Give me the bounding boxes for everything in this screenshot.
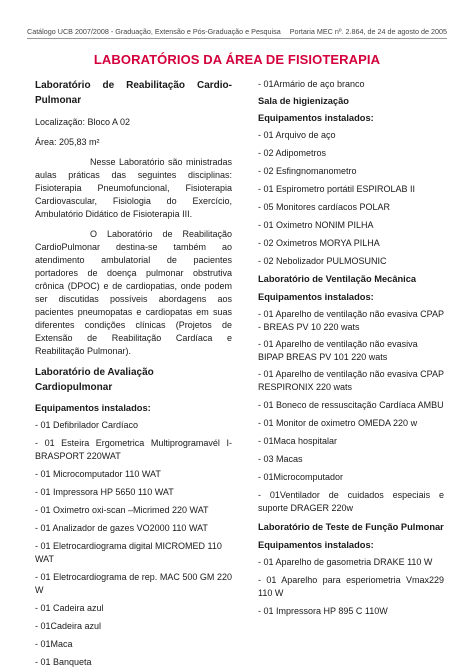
equipment-list: [35, 419, 232, 669]
list-item: - 01 Analizador de gazes VO2000 110 WAT: [35, 523, 208, 533]
list-item: - 01 Eletrocardiograma digital MICROMED 110 WAT: [35, 541, 222, 564]
list-item: - 01 Defibrilador Cardíaco: [35, 420, 139, 430]
ventilation-equipment-list: [258, 308, 444, 515]
list-item: - 01Maca hospitalar: [258, 436, 338, 446]
list-item: - 01 Eletrocardiograma de rep. MAC 500 GM 220 W: [35, 572, 232, 595]
list-item: - 01 Impressora HP 895 C 110W: [258, 606, 388, 616]
lab-ventilacao-title: Laboratório de Ventilação Mecânica: [258, 274, 417, 284]
lab-location: Localização: Bloco A 02: [35, 117, 131, 127]
list-item: - 01 Aparelho para esperiometria Vmax229 110 W: [258, 575, 444, 598]
equipment-heading: Equipamentos instalados:: [258, 292, 374, 302]
list-item: - 03 Macas: [258, 454, 303, 464]
list-item: - 01 Aparelho de ventilação não evasiva CPAP RESPIRONIX 220 wats: [258, 369, 444, 392]
list-item: - 01 Oximetro oxi-scan –Micrimed 220 WAT: [35, 505, 209, 515]
lab-service-paragraph: O Laboratório de Reabilitação CardioPulmonar destina-se também ao atendimento ambulatorial de pacientes portadores de doença pulmonar obstrutiva crônica (DPOC) e de cardiopatias, onde podem ser discutidas possíveis abordagens aos pacientes pneumopatas e cardiopatas em suas diferentes condições clínicas (Projetos de Extensão de Reabilitação Cardíaca e Reabilitação Pulmonar).: [35, 229, 232, 356]
list-item: - 01 Impressora HP 5650 110 WAT: [35, 487, 174, 497]
list-item: - 01 Boneco de ressuscitação Cardíaca AMBU: [258, 400, 444, 410]
equipment-heading: Equipamentos instalados:: [35, 403, 151, 413]
list-item: - 01Ventilador de cuidados especiais e suporte DRAGER 220w: [258, 490, 444, 513]
hygiene-room-title: Sala de higienização: [258, 96, 349, 106]
lab-description-paragraph: Nesse Laboratório são ministradas aulas práticas das seguintes disciplinas: Fisioterapia Pneumofuncional, Fisioterapia Cardiovascular, Fisiologia do Exercício, Ambulatório Didático de Fisioterapia III.: [35, 157, 232, 219]
list-item: - 01 Banqueta: [35, 657, 92, 667]
list-item: - 02 Esfingnomanometro: [258, 166, 357, 176]
header-divider: [27, 38, 447, 39]
list-item: - 01 Monitor de oximetro OMEDA 220 w: [258, 418, 418, 428]
list-item: - 05 Monitores cardíacos POLAR: [258, 202, 391, 212]
left-column: [35, 78, 232, 669]
lab-funcao-pulmonar-title: Laboratório de Teste de Função Pulmonar: [258, 522, 444, 532]
list-item: - 01Maca: [35, 639, 73, 649]
list-item: - 01 Microcomputador 110 WAT: [35, 469, 161, 479]
pulmonary-test-equipment-list: [258, 556, 444, 618]
page-title: LABORATÓRIOS DA ÁREA DE FISIOTERAPIA: [93, 52, 381, 67]
hygiene-equipment-list: [258, 129, 444, 268]
list-item: - 02 Oximetros MORYA PILHA: [258, 238, 380, 248]
list-item: - 02 Adipometros: [258, 148, 327, 158]
list-item: - 01Armário de aço branco: [258, 79, 365, 89]
list-item: - 01 Arquivo de aço: [258, 130, 336, 140]
list-item: - 01 Aparelho de ventilação não evasiva BIPAP BREAS PV 101 220 wats: [258, 339, 418, 362]
list-item: - 02 Nebolizador PULMOSUNIC: [258, 256, 387, 266]
list-item: - 01 Espirometro portátil ESPIROLAB II: [258, 184, 416, 194]
equipment-heading: Equipamentos instalados:: [258, 540, 374, 550]
list-item: - 01 Aparelho de gasometria DRAKE 110 W: [258, 557, 433, 567]
lab-avaliacao-title: Laboratório de Avaliação Cardiopulmonar: [35, 367, 154, 393]
list-item: - 01Cadeira azul: [35, 621, 102, 631]
header-portaria-text: Portaria MEC nº. 2.864, de 24 de agosto de 2005: [289, 27, 447, 36]
list-item: - 01Microcomputador: [258, 472, 344, 482]
header-catalog-text: Catálogo UCB 2007/2008 - Graduação, Extensão e Pós-Graduação e Pesquisa: [27, 27, 281, 36]
list-item: - 01 Aparelho de ventilação não evasiva CPAP - BREAS PV 10 220 wats: [258, 309, 444, 332]
equipment-heading: Equipamentos instalados:: [258, 113, 374, 123]
lab-area: Área: 205,83 m²: [35, 137, 100, 147]
list-item: - 01 Cadeira azul: [35, 603, 104, 613]
list-item: - 01 Oximetro NONIM PILHA: [258, 220, 374, 230]
list-item: - 01 Esteira Ergometrica Multiprogramavél I-BRASPORT 220WAT: [35, 438, 232, 461]
right-column: [258, 78, 444, 618]
lab-cardio-pulmonar-title: Laboratório de Reabilitação Cardio-Pulmonar: [35, 80, 232, 106]
